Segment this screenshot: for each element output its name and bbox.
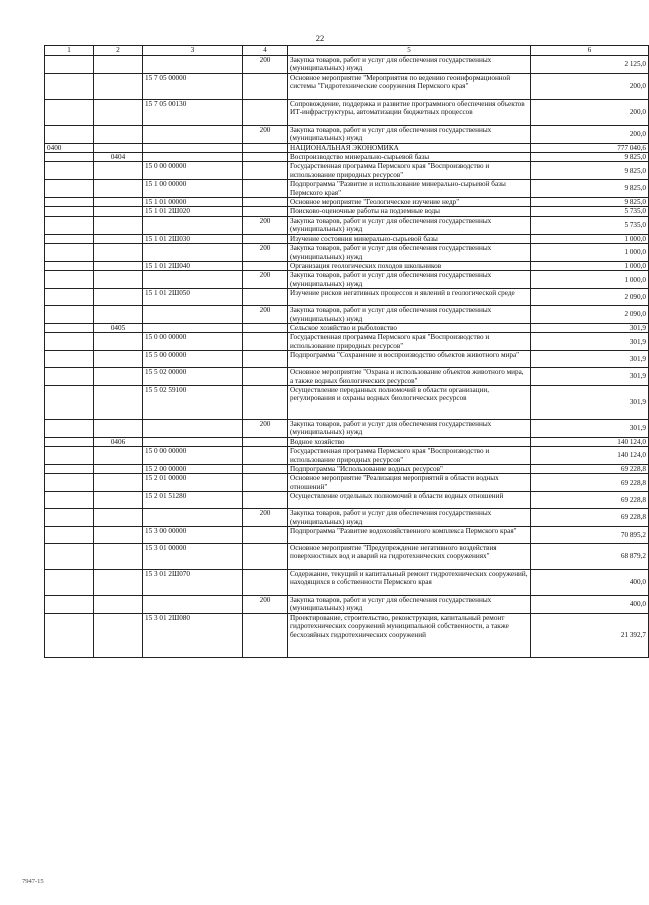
- expense-type-cell: [243, 437, 288, 446]
- target-article-cell: [143, 153, 243, 162]
- section-code-cell: [45, 216, 94, 234]
- expense-type-cell: [243, 333, 288, 351]
- subsection-code-cell: [94, 419, 143, 437]
- table-row: [45, 474, 649, 492]
- target-article-cell: [143, 509, 243, 527]
- amount-cell: 9 825,0: [531, 198, 649, 207]
- target-article-cell: 15 3 01 2Ш080: [143, 613, 243, 657]
- amount-cell: 301,9: [531, 351, 649, 368]
- header-col-2: 2: [94, 46, 143, 56]
- item-name-cell: Осуществление переданных полномочий в области организации, регулирования и охраны водных биологических ресурсов: [288, 385, 531, 419]
- section-code-cell: [45, 289, 94, 306]
- amount-cell: 69 228,8: [531, 509, 649, 527]
- subsection-code-cell: [94, 143, 143, 152]
- subsection-code-cell: [94, 474, 143, 492]
- expense-type-cell: 200: [243, 216, 288, 234]
- subsection-code-cell: [94, 234, 143, 243]
- item-name-cell: Основное мероприятие "Геологическое изучение недр": [288, 198, 531, 207]
- target-article-cell: 15 0 00 00000: [143, 447, 243, 465]
- target-article-cell: 15 5 02 00000: [143, 368, 243, 386]
- subsection-code-cell: [94, 492, 143, 509]
- section-code-cell: [45, 492, 94, 509]
- expense-type-cell: [243, 162, 288, 180]
- expense-type-cell: [243, 544, 288, 570]
- table-row: [45, 368, 649, 386]
- expense-type-cell: [243, 234, 288, 243]
- amount-cell: 9 825,0: [531, 162, 649, 180]
- amount-cell: 9 825,0: [531, 153, 649, 162]
- target-article-cell: [143, 216, 243, 234]
- item-name-cell: Изучение рисков негативных процессов и явлений в геологической среде: [288, 289, 531, 306]
- subsection-code-cell: [94, 289, 143, 306]
- table-row: [45, 613, 649, 657]
- subsection-code-cell: [94, 306, 143, 324]
- expense-type-cell: 200: [243, 419, 288, 437]
- expense-type-cell: [243, 261, 288, 270]
- expense-type-cell: [243, 465, 288, 474]
- subsection-code-cell: [94, 613, 143, 657]
- section-code-cell: [45, 596, 94, 614]
- subsection-code-cell: [94, 544, 143, 570]
- table-row: [45, 99, 649, 125]
- expense-type-cell: 200: [243, 306, 288, 324]
- expense-type-cell: [243, 570, 288, 596]
- section-code-cell: [45, 447, 94, 465]
- expense-type-cell: [243, 73, 288, 99]
- target-article-cell: 15 7 05 00130: [143, 99, 243, 125]
- amount-cell: 5 735,0: [531, 207, 649, 216]
- target-article-cell: 15 2 01 00000: [143, 474, 243, 492]
- item-name-cell: Государственная программа Пермского края "Воспроизводство и использование природных ресурсов": [288, 447, 531, 465]
- section-code-cell: [45, 244, 94, 262]
- item-name-cell: НАЦИОНАЛЬНАЯ ЭКОНОМИКА: [288, 143, 531, 152]
- page-number: 22: [315, 33, 325, 43]
- section-code-cell: [45, 368, 94, 386]
- section-code-cell: [45, 544, 94, 570]
- amount-cell: 301,9: [531, 323, 649, 332]
- table-row: [45, 437, 649, 446]
- amount-cell: 2 125,0: [531, 56, 649, 74]
- target-article-cell: [143, 271, 243, 289]
- table-header-row: [45, 46, 649, 56]
- amount-cell: 301,9: [531, 385, 649, 419]
- amount-cell: 140 124,0: [531, 447, 649, 465]
- table-row: [45, 207, 649, 216]
- subsection-code-cell: [94, 447, 143, 465]
- amount-cell: 1 000,0: [531, 261, 649, 270]
- expense-type-cell: [243, 99, 288, 125]
- subsection-code-cell: [94, 56, 143, 74]
- expense-type-cell: [243, 207, 288, 216]
- item-name-cell: Организация геологических походов школьников: [288, 261, 531, 270]
- section-code-cell: [45, 437, 94, 446]
- section-code-cell: [45, 306, 94, 324]
- target-article-cell: 15 0 00 00000: [143, 162, 243, 180]
- amount-cell: 1 000,0: [531, 234, 649, 243]
- section-code-cell: [45, 613, 94, 657]
- section-code-cell: [45, 474, 94, 492]
- header-col-4: 4: [243, 46, 288, 56]
- expense-type-cell: [243, 613, 288, 657]
- table-row: [45, 570, 649, 596]
- target-article-cell: 15 3 01 00000: [143, 544, 243, 570]
- section-code-cell: [45, 509, 94, 527]
- section-code-cell: [45, 271, 94, 289]
- subsection-code-cell: [94, 509, 143, 527]
- section-code-cell: [45, 125, 94, 143]
- table-row: [45, 333, 649, 351]
- expense-type-cell: 200: [243, 244, 288, 262]
- target-article-cell: [143, 323, 243, 332]
- header-col-3: 3: [143, 46, 243, 56]
- item-name-cell: Закупка товаров, работ и услуг для обеспечения государственных (муниципальных) нужд: [288, 216, 531, 234]
- item-name-cell: Закупка товаров, работ и услуг для обеспечения государственных (муниципальных) нужд: [288, 244, 531, 262]
- subsection-code-cell: [94, 180, 143, 198]
- expense-type-cell: [243, 527, 288, 544]
- amount-cell: 69 228,8: [531, 492, 649, 509]
- subsection-code-cell: 0404: [94, 153, 143, 162]
- amount-cell: 200,0: [531, 99, 649, 125]
- target-article-cell: 15 2 01 51280: [143, 492, 243, 509]
- item-name-cell: Закупка товаров, работ и услуг для обеспечения государственных (муниципальных) нужд: [288, 509, 531, 527]
- table-row: [45, 198, 649, 207]
- amount-cell: 301,9: [531, 333, 649, 351]
- table-row: [45, 385, 649, 419]
- header-col-5: 5: [288, 46, 531, 56]
- subsection-code-cell: 0406: [94, 437, 143, 446]
- section-code-cell: [45, 180, 94, 198]
- target-article-cell: [143, 596, 243, 614]
- item-name-cell: Поисково-оценочные работы на подземные воды: [288, 207, 531, 216]
- subsection-code-cell: [94, 271, 143, 289]
- target-article-cell: 15 3 00 00000: [143, 527, 243, 544]
- subsection-code-cell: [94, 385, 143, 419]
- amount-cell: 68 879,2: [531, 544, 649, 570]
- header-col-6: 6: [531, 46, 649, 56]
- item-name-cell: Водное хозяйство: [288, 437, 531, 446]
- table-row: [45, 492, 649, 509]
- amount-cell: 5 735,0: [531, 216, 649, 234]
- table-row: [45, 596, 649, 614]
- target-article-cell: 15 5 00 00000: [143, 351, 243, 368]
- section-code-cell: 0400: [45, 143, 94, 152]
- subsection-code-cell: [94, 198, 143, 207]
- document-code: 7947-15: [22, 878, 44, 885]
- table-row: [45, 216, 649, 234]
- table-row: [45, 73, 649, 99]
- expense-type-cell: [243, 368, 288, 386]
- expense-type-cell: [243, 492, 288, 509]
- amount-cell: 21 392,7: [531, 613, 649, 657]
- table-row: [45, 271, 649, 289]
- section-code-cell: [45, 333, 94, 351]
- target-article-cell: 15 1 01 2Ш050: [143, 289, 243, 306]
- item-name-cell: Закупка товаров, работ и услуг для обеспечения государственных (муниципальных) нужд: [288, 419, 531, 437]
- item-name-cell: Основное мероприятие "Охрана и использование объектов животного мира, а также водных биологических ресурсов": [288, 368, 531, 386]
- item-name-cell: Закупка товаров, работ и услуг для обеспечения государственных (муниципальных) нужд: [288, 125, 531, 143]
- section-code-cell: [45, 385, 94, 419]
- section-code-cell: [45, 351, 94, 368]
- table-row: [45, 544, 649, 570]
- expense-type-cell: [243, 323, 288, 332]
- amount-cell: 777 040,6: [531, 143, 649, 152]
- target-article-cell: 15 1 01 2Ш020: [143, 207, 243, 216]
- target-article-cell: 15 2 00 00000: [143, 465, 243, 474]
- item-name-cell: Государственная программа Пермского края "Воспроизводство и использование природных ресурсов": [288, 162, 531, 180]
- amount-cell: 301,9: [531, 419, 649, 437]
- amount-cell: 1 000,0: [531, 271, 649, 289]
- item-name-cell: Закупка товаров, работ и услуг для обеспечения государственных (муниципальных) нужд: [288, 56, 531, 74]
- subsection-code-cell: [94, 207, 143, 216]
- subsection-code-cell: [94, 125, 143, 143]
- section-code-cell: [45, 323, 94, 332]
- table-row: [45, 125, 649, 143]
- table-row: [45, 180, 649, 198]
- item-name-cell: Подпрограмма "Развитие и использование минерально-сырьевой базы Пермского края": [288, 180, 531, 198]
- table-row: [45, 323, 649, 332]
- table-row: [45, 143, 649, 152]
- section-code-cell: [45, 261, 94, 270]
- amount-cell: 400,0: [531, 570, 649, 596]
- item-name-cell: Проектирование, строительство, реконструкция, капитальный ремонт гидротехнических сооружений муниципальной собственности, а также бесхозяйных гидротехнических сооружений: [288, 613, 531, 657]
- item-name-cell: Закупка товаров, работ и услуг для обеспечения государственных (муниципальных) нужд: [288, 271, 531, 289]
- item-name-cell: Закупка товаров, работ и услуг для обеспечения государственных (муниципальных) нужд: [288, 596, 531, 614]
- table-row: [45, 153, 649, 162]
- section-code-cell: [45, 527, 94, 544]
- item-name-cell: Сопровождение, поддержка и развитие программного обеспечения объектов ИТ-инфраструктуры, автоматизации бюджетных процессов: [288, 99, 531, 125]
- item-name-cell: Подпрограмма "Сохранение и воспроизводство объектов животного мира": [288, 351, 531, 368]
- table-row: [45, 261, 649, 270]
- target-article-cell: [143, 244, 243, 262]
- section-code-cell: [45, 465, 94, 474]
- item-name-cell: Основное мероприятие "Предупреждение негативного воздействия поверхностных вод и аварий на гидротехнических сооружениях": [288, 544, 531, 570]
- section-code-cell: [45, 56, 94, 74]
- amount-cell: 1 000,0: [531, 244, 649, 262]
- expense-type-cell: 200: [243, 125, 288, 143]
- target-article-cell: 15 5 02 59100: [143, 385, 243, 419]
- subsection-code-cell: [94, 351, 143, 368]
- item-name-cell: Содержание, текущий и капитальный ремонт гидротехнических сооружений, находящихся в собственности Пермского края: [288, 570, 531, 596]
- target-article-cell: 15 1 01 00000: [143, 198, 243, 207]
- section-code-cell: [45, 99, 94, 125]
- item-name-cell: Закупка товаров, работ и услуг для обеспечения государственных (муниципальных) нужд: [288, 306, 531, 324]
- item-name-cell: Осуществление отдельных полномочий в области водных отношений: [288, 492, 531, 509]
- table-row: [45, 234, 649, 243]
- target-article-cell: 15 7 05 00000: [143, 73, 243, 99]
- amount-cell: 69 228,8: [531, 474, 649, 492]
- subsection-code-cell: [94, 333, 143, 351]
- section-code-cell: [45, 162, 94, 180]
- item-name-cell: Основное мероприятие "Мероприятия по ведению геоинформационной системы "Гидротехнические сооружения Пермского края": [288, 73, 531, 99]
- expense-type-cell: [243, 385, 288, 419]
- target-article-cell: 15 0 00 00000: [143, 333, 243, 351]
- target-article-cell: [143, 306, 243, 324]
- item-name-cell: Государственная программа Пермского края "Воспроизводство и использование природных ресурсов": [288, 333, 531, 351]
- amount-cell: 301,9: [531, 368, 649, 386]
- amount-cell: 70 895,2: [531, 527, 649, 544]
- section-code-cell: [45, 73, 94, 99]
- amount-cell: 69 228,8: [531, 465, 649, 474]
- expense-type-cell: [243, 180, 288, 198]
- target-article-cell: 15 3 01 2Ш070: [143, 570, 243, 596]
- section-code-cell: [45, 570, 94, 596]
- table-row: [45, 162, 649, 180]
- target-article-cell: 15 1 01 2Ш040: [143, 261, 243, 270]
- item-name-cell: Сельское хозяйство и рыболовство: [288, 323, 531, 332]
- table-row: [45, 447, 649, 465]
- item-name-cell: Основное мероприятие "Реализация мероприятий в области водных отношений": [288, 474, 531, 492]
- expense-type-cell: 200: [243, 56, 288, 74]
- table-row: [45, 419, 649, 437]
- section-code-cell: [45, 198, 94, 207]
- target-article-cell: [143, 125, 243, 143]
- header-col-1: 1: [45, 46, 94, 56]
- amount-cell: 9 825,0: [531, 180, 649, 198]
- expense-type-cell: 200: [243, 596, 288, 614]
- subsection-code-cell: 0405: [94, 323, 143, 332]
- item-name-cell: Подпрограмма "Развитие водохозяйственного комплекса Пермского края": [288, 527, 531, 544]
- subsection-code-cell: [94, 99, 143, 125]
- expense-type-cell: 200: [243, 271, 288, 289]
- subsection-code-cell: [94, 465, 143, 474]
- expense-type-cell: [243, 447, 288, 465]
- amount-cell: 400,0: [531, 596, 649, 614]
- table-row: [45, 465, 649, 474]
- table-row: [45, 289, 649, 306]
- subsection-code-cell: [94, 73, 143, 99]
- section-code-cell: [45, 207, 94, 216]
- expense-type-cell: [243, 198, 288, 207]
- amount-cell: 2 090,0: [531, 289, 649, 306]
- budget-table: [44, 45, 649, 658]
- subsection-code-cell: [94, 261, 143, 270]
- table-row: [45, 306, 649, 324]
- expense-type-cell: 200: [243, 509, 288, 527]
- table-row: [45, 509, 649, 527]
- expense-type-cell: [243, 351, 288, 368]
- subsection-code-cell: [94, 368, 143, 386]
- target-article-cell: [143, 143, 243, 152]
- section-code-cell: [45, 419, 94, 437]
- subsection-code-cell: [94, 216, 143, 234]
- amount-cell: 200,0: [531, 73, 649, 99]
- item-name-cell: Изучение состояния минерально-сырьевой базы: [288, 234, 531, 243]
- item-name-cell: Воспроизводство минерально-сырьевой базы: [288, 153, 531, 162]
- section-code-cell: [45, 153, 94, 162]
- subsection-code-cell: [94, 527, 143, 544]
- subsection-code-cell: [94, 162, 143, 180]
- expense-type-cell: [243, 474, 288, 492]
- amount-cell: 2 090,0: [531, 306, 649, 324]
- target-article-cell: [143, 56, 243, 74]
- subsection-code-cell: [94, 244, 143, 262]
- table-row: [45, 56, 649, 74]
- amount-cell: 140 124,0: [531, 437, 649, 446]
- section-code-cell: [45, 234, 94, 243]
- target-article-cell: [143, 419, 243, 437]
- subsection-code-cell: [94, 596, 143, 614]
- expense-type-cell: [243, 153, 288, 162]
- subsection-code-cell: [94, 570, 143, 596]
- expense-type-cell: [243, 289, 288, 306]
- amount-cell: 200,0: [531, 125, 649, 143]
- target-article-cell: [143, 437, 243, 446]
- table-row: [45, 244, 649, 262]
- expense-type-cell: [243, 143, 288, 152]
- target-article-cell: 15 1 00 00000: [143, 180, 243, 198]
- target-article-cell: 15 1 01 2Ш030: [143, 234, 243, 243]
- item-name-cell: Подпрограмма "Использование водных ресурсов": [288, 465, 531, 474]
- table-row: [45, 527, 649, 544]
- table-row: [45, 351, 649, 368]
